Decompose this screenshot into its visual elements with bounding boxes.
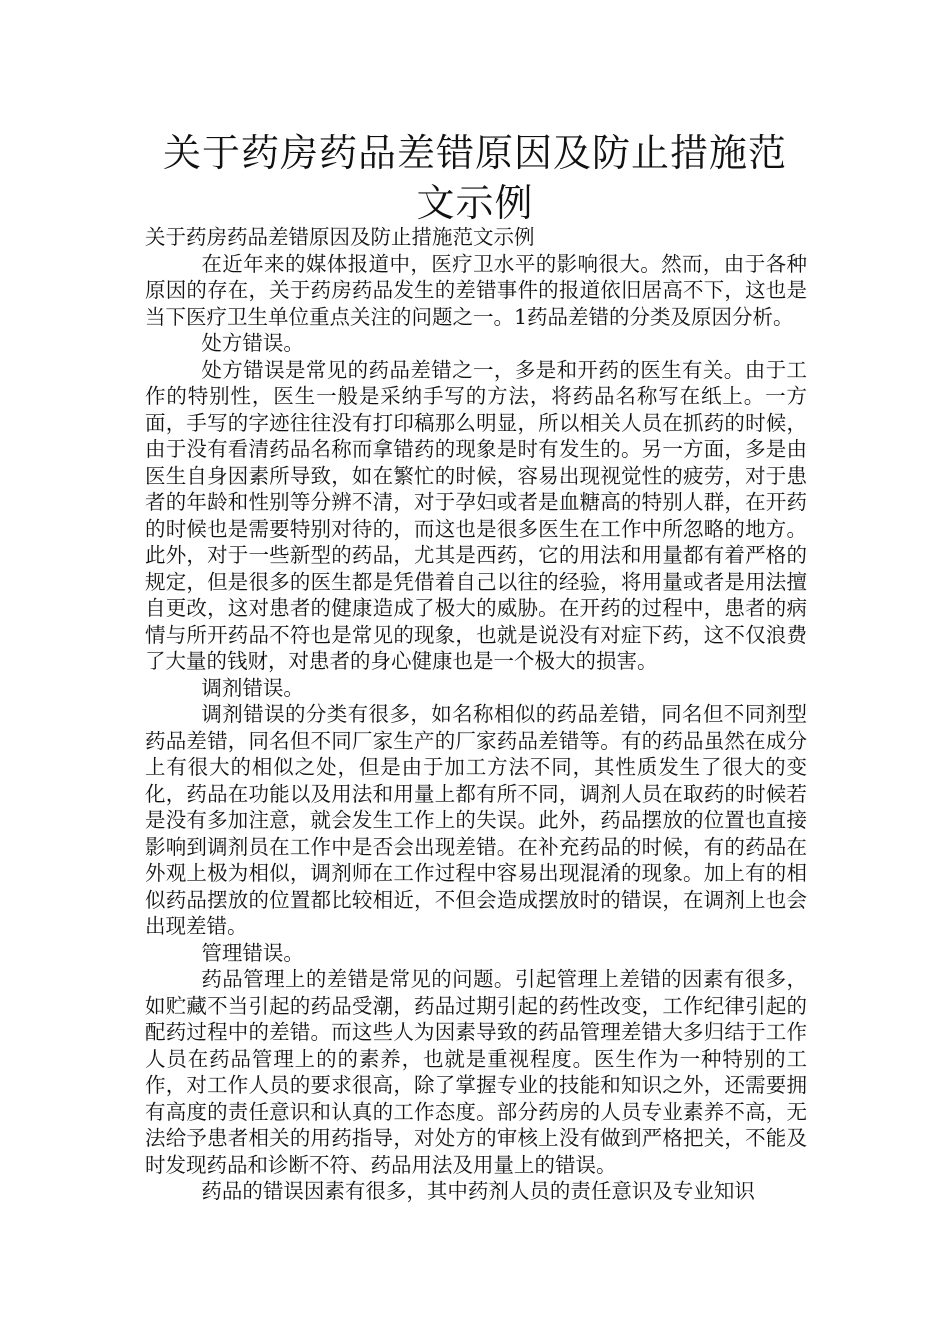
- paragraph-prescription-error: 处方错误是常见的药品差错之一，多是和开药的医生有关。由于工作的特别性，医生一般是采纳手写的方法，将药品名称写在纸上。一方面，手写的字迹往往没有打印稿那么明显，所以相关人员在抓药的时候，由于没有看清药品名称而拿错药的现象是时有发生的。另一方面，多是由医生自身因素所导致，如在繁忙的时候，容易出现视觉性的疲劳，对于患者的年龄和性别等分辨不清，对于孕妇或者是血糖高的特别人群，在开药的时候也是需要特别对待的，而这也是很多医生在工作中所忽略的地方。此外，对于一些新型的药品，尤其是西药，它的用法和用量都有着严格的规定，但是很多的医生都是凭借着自己以往的经验，将用量或者是用法擅自更改，这对患者的健康造成了极大的威胁。在开药的过程中，患者的病情与所开药品不符也是常见的现象，也就是说没有对症下药，这不仅浪费了大量的钱财，对患者的身心健康也是一个极大的损害。: [145, 357, 807, 673]
- heading-management-error: 管理错误。: [201, 940, 304, 965]
- document-title: 关于药房药品差错原因及防止措施范文示例: [162, 131, 787, 225]
- paragraph-intro: 在近年来的媒体报道中，医疗卫水平的影响很大。然而，由于各种原因的存在，关于药房药品发生的差错事件的报道依旧居高不下，这也是当下医疗卫生单位重点关注的问题之一。1药品差错的分类及原因分析。: [145, 251, 807, 329]
- paragraph-dispensing-error: 调剂错误的分类有很多，如名称相似的药品差错，同名但不同剂型药品差错，同名但不同厂家生产的厂家药品差错等。有的药品虽然在成分上有很大的相似之处，但是由于加工方法不同，其性质发生了很大的变化，药品在功能以及用法和用量上都有所不同，调剂人员在取药的时候若是没有多加注意，就会发生工作上的失误。此外，药品摆放的位置也直接影响到调剂员在工作中是否会出现差错。在补充药品的时候，有的药品在外观上极为相似，调剂师在工作过程中容易出现混淆的现象。加上有的相似药品摆放的位置都比较相近，不但会造成摆放时的错误，在调剂上也会出现差错。: [145, 702, 807, 938]
- heading-prescription-error: 处方错误。: [201, 331, 304, 355]
- heading-dispensing-error: 调剂错误。: [201, 675, 304, 700]
- paragraph-error-factors: 药品的错误因素有很多，其中药剂人员的责任意识及专业知识: [201, 1179, 755, 1203]
- document-body: [145, 224, 807, 1205]
- document-subtitle: 关于药房药品差错原因及防止措施范文示例: [145, 225, 535, 249]
- paragraph-management-error: 药品管理上的差错是常见的问题。引起管理上差错的因素有很多，如贮藏不当引起的药品受潮，药品过期引起的药性改变，工作纪律引起的配药过程中的差错。而这些人为因素导致的药品管理差错大多归结于工作人员在药品管理上的的素养，也就是重视程度。医生作为一种特别的工作，对工作人员的要求很高，除了掌握专业的技能和知识之外，还需要拥有高度的责任意识和认真的工作态度。部分药房的人员专业素养不高，无法给予患者相关的用药指导，对处方的审核上没有做到严格把关，不能及时发现药品和诊断不符、药品用法及用量上的错误。: [145, 967, 807, 1177]
